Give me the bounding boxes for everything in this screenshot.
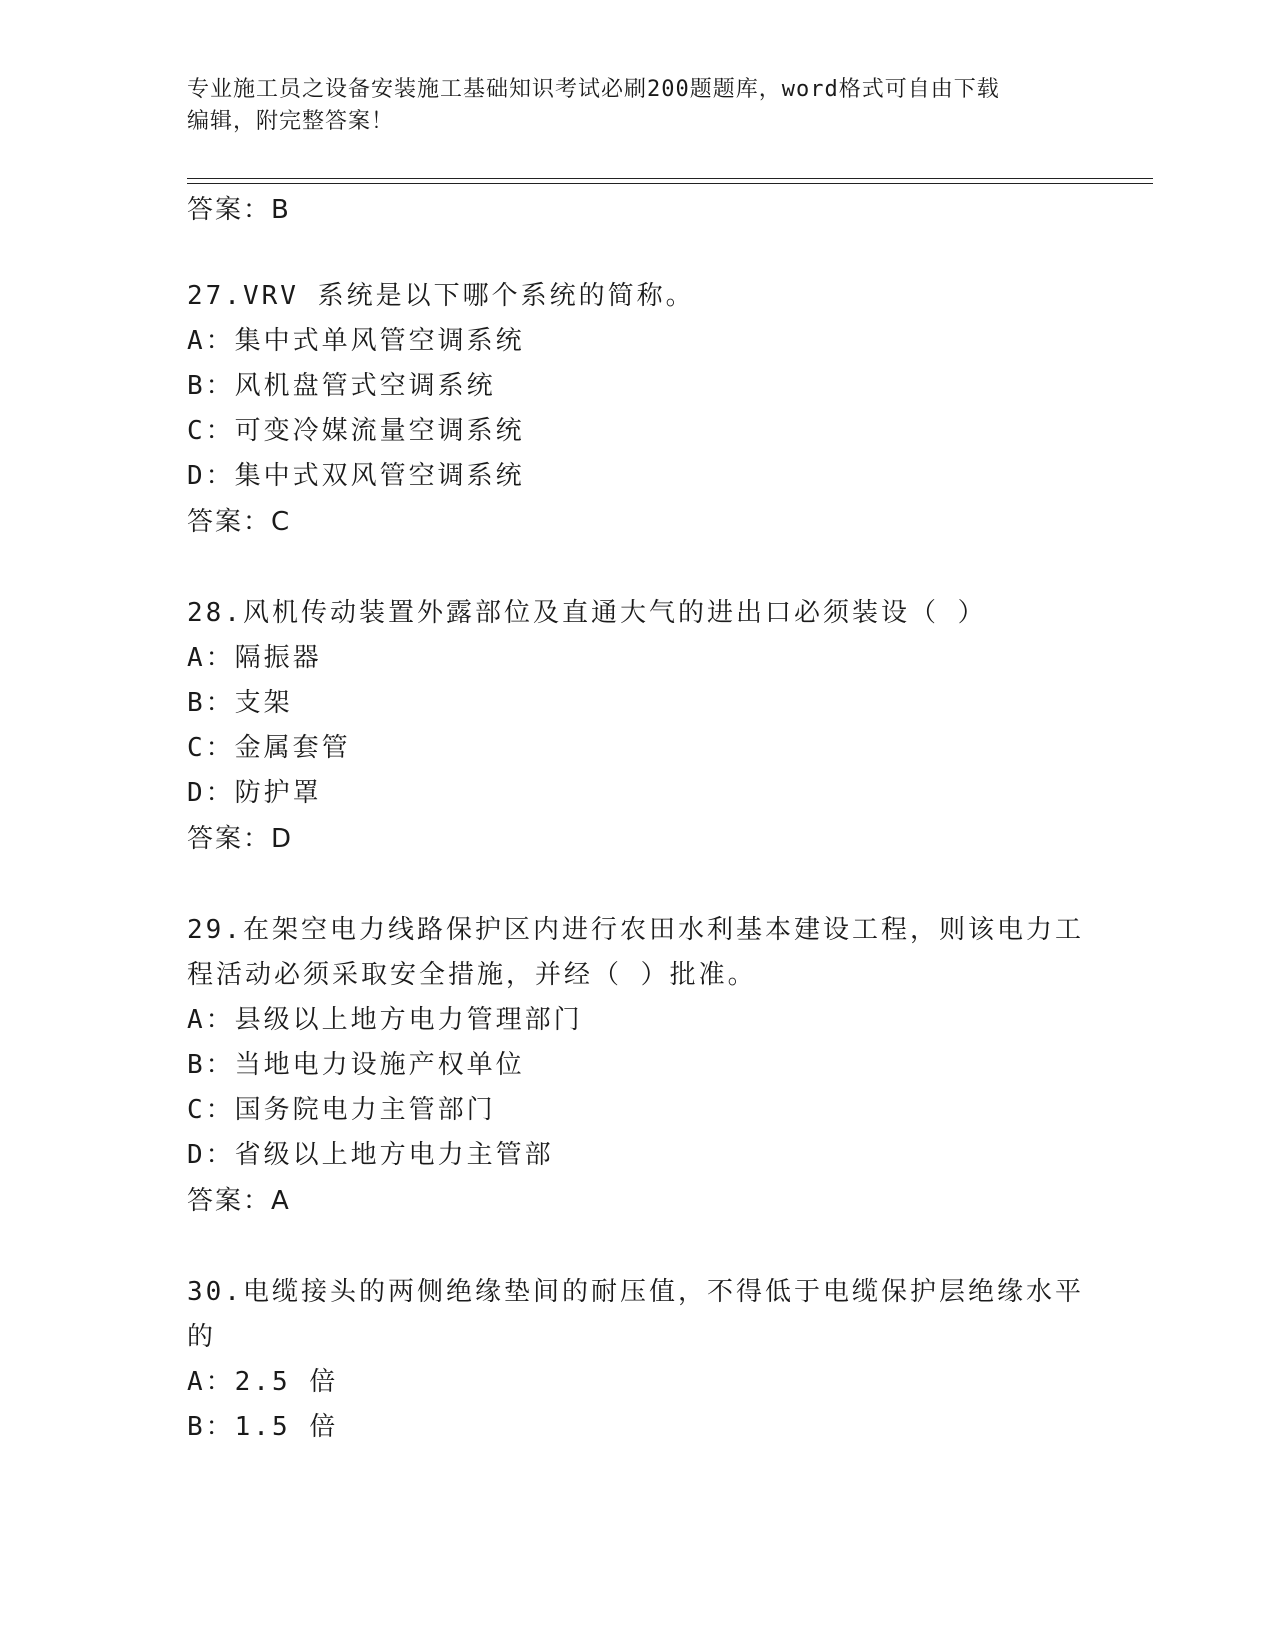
question-29 [187,908,1087,1224]
question-list [187,187,1087,1450]
header-rule-top [187,178,1153,179]
option-d: D：集中式双风管空调系统 [187,461,525,491]
option-a: A：隔振器 [187,643,322,673]
option-d: D：防护罩 [187,778,322,808]
option-b: B：当地电力设施产权单位 [187,1050,525,1080]
question-text-line-1: 30.电缆接头的两侧绝缘垫间的耐压值，不得低于电缆保护层绝缘水平 [187,1277,1084,1307]
question-28 [187,591,1087,862]
question-text-line-1: 29.在架空电力线路保护区内进行农田水利基本建设工程，则该电力工 [187,915,1084,945]
option-b: B：风机盘管式空调系统 [187,371,496,401]
header-line-1: 专业施工员之设备安装施工基础知识考试必刷200题题库，word格式可自由下载 [187,77,1000,102]
question-text-line-2: 程活动必须采取安全措施，并经（ ）批准。 [187,960,757,990]
question-text: 27.VRV 系统是以下哪个系统的简称。 [187,281,695,311]
answer: 答案：C [187,507,292,537]
option-c: C：可变冷媒流量空调系统 [187,416,525,446]
option-a: A：集中式单风管空调系统 [187,326,525,356]
option-b: B：1.5 倍 [187,1412,339,1442]
question-27 [187,274,1087,545]
answer: 答案：A [187,1186,291,1216]
option-b: B：支架 [187,688,293,718]
option-a: A：2.5 倍 [187,1367,339,1397]
option-d: D：省级以上地方电力主管部 [187,1140,554,1170]
header-line-2: 编辑，附完整答案！ [187,109,395,134]
question-text: 28.风机传动装置外露部位及直通大气的进出口必须装设（ ） [187,598,987,628]
question-text-line-2: 的 [187,1322,217,1352]
document-header [187,74,1067,138]
option-c: C：国务院电力主管部门 [187,1095,496,1125]
answer: 答案：D [187,824,294,854]
header-rule-bottom [187,183,1153,184]
previous-answer: 答案：B [187,195,291,225]
option-a: A：县级以上地方电力管理部门 [187,1005,583,1035]
question-30 [187,1270,1087,1450]
option-c: C：金属套管 [187,733,351,763]
